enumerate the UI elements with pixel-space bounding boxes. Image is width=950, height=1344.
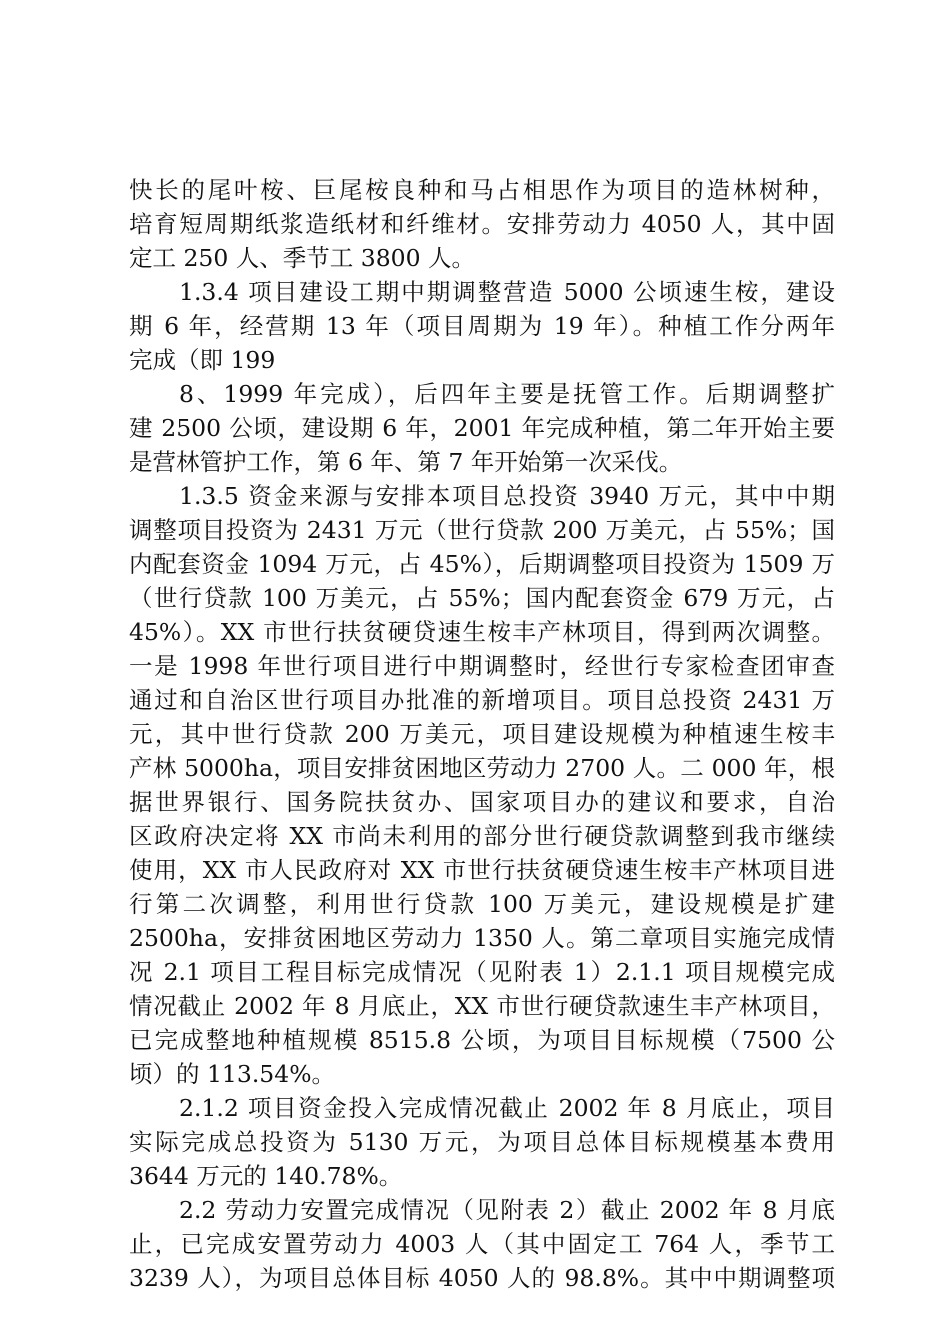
text-line: 是营林管护工作，第 6 年、第 7 年开始第一次采伐。: [129, 448, 683, 476]
text-line: 8、1999 年完成），后四年主要是抚管工作。后期调整扩: [179, 380, 835, 408]
text-line: 情况截止 2002 年 8 月底止，XX 市世行硬贷款速生丰产林项目，: [129, 992, 835, 1020]
text-line: 完成（即 199: [129, 346, 276, 374]
text-line: 顷）的 113.54%。: [129, 1060, 336, 1088]
text-line: 已完成整地种植规模 8515.8 公顷，为项目目标规模（7500 公: [129, 1026, 835, 1054]
text-line: 45%）。XX 市世行扶贫硬贷速生桉丰产林项目，得到两次调整。: [129, 618, 835, 646]
text-line: 2500ha，安排贫困地区劳动力 1350 人。第二章项目实施完成情: [129, 924, 835, 952]
paragraph-start-2-2: 2.2 劳动力安置完成情况（见附表 2）截止 2002 年 8 月底: [179, 1196, 835, 1224]
text-line: 区政府决定将 XX 市尚未利用的部分世行硬贷款调整到我市继续: [129, 822, 835, 850]
text-line: 定工 250 人、季节工 3800 人。: [129, 244, 476, 272]
paragraph-start-2-1-2: 2.1.2 项目资金投入完成情况截止 2002 年 8 月底止，项目: [179, 1094, 835, 1122]
text-line: 培育短周期纸浆造纸材和纤维材。安排劳动力 4050 人，其中固: [129, 210, 835, 238]
text-line: 内配套资金 1094 万元，占 45%），后期调整项目投资为 1509 万: [129, 550, 835, 578]
text-line: 调整项目投资为 2431 万元（世行贷款 200 万美元，占 55%；国: [129, 516, 835, 544]
text-line: 期 6 年，经营期 13 年（项目周期为 19 年）。种植工作分两年: [129, 312, 835, 340]
paragraph-start-1-3-4: 1.3.4 项目建设工期中期调整营造 5000 公顷速生桉，建设: [179, 278, 835, 306]
text-line: 产林 5000ha，项目安排贫困地区劳动力 2700 人。二 000 年，根: [129, 754, 835, 782]
text-line: 3239 人），为项目总体目标 4050 人的 98.8%。其中中期调整项: [129, 1264, 835, 1292]
text-line: 止，已完成安置劳动力 4003 人（其中固定工 764 人，季节工: [129, 1230, 835, 1258]
text-line: 快长的尾叶桉、巨尾桉良种和马占相思作为项目的造林树种，: [129, 176, 835, 204]
text-line: 元，其中世行贷款 200 万美元，项目建设规模为种植速生桉丰: [129, 720, 835, 748]
text-line: 通过和自治区世行项目办批准的新增项目。项目总投资 2431 万: [129, 686, 835, 714]
text-line: 一是 1998 年世行项目进行中期调整时，经世行专家检查团审查: [129, 652, 835, 680]
text-line: 3644 万元的 140.78%。: [129, 1162, 403, 1190]
text-line: 使用，XX 市人民政府对 XX 市世行扶贫硬贷速生桉丰产林项目进: [129, 856, 835, 884]
text-line: 行第二次调整，利用世行贷款 100 万美元，建设规模是扩建: [129, 890, 835, 918]
paragraph-start-1-3-5: 1.3.5 资金来源与安排本项目总投资 3940 万元，其中中期: [179, 482, 835, 510]
document-body: [129, 173, 835, 1295]
text-line: 况 2.1 项目工程目标完成情况（见附表 1）2.1.1 项目规模完成: [129, 958, 835, 986]
text-line: （世行贷款 100 万美元，占 55%；国内配套资金 679 万元，占: [129, 584, 835, 612]
text-line: 据世界银行、国务院扶贫办、国家项目办的建议和要求，自治: [129, 788, 835, 816]
text-line: 建 2500 公顷，建设期 6 年，2001 年完成种植，第二年开始主要: [129, 414, 835, 442]
text-line: 实际完成总投资为 5130 万元，为项目总体目标规模基本费用: [129, 1128, 835, 1156]
